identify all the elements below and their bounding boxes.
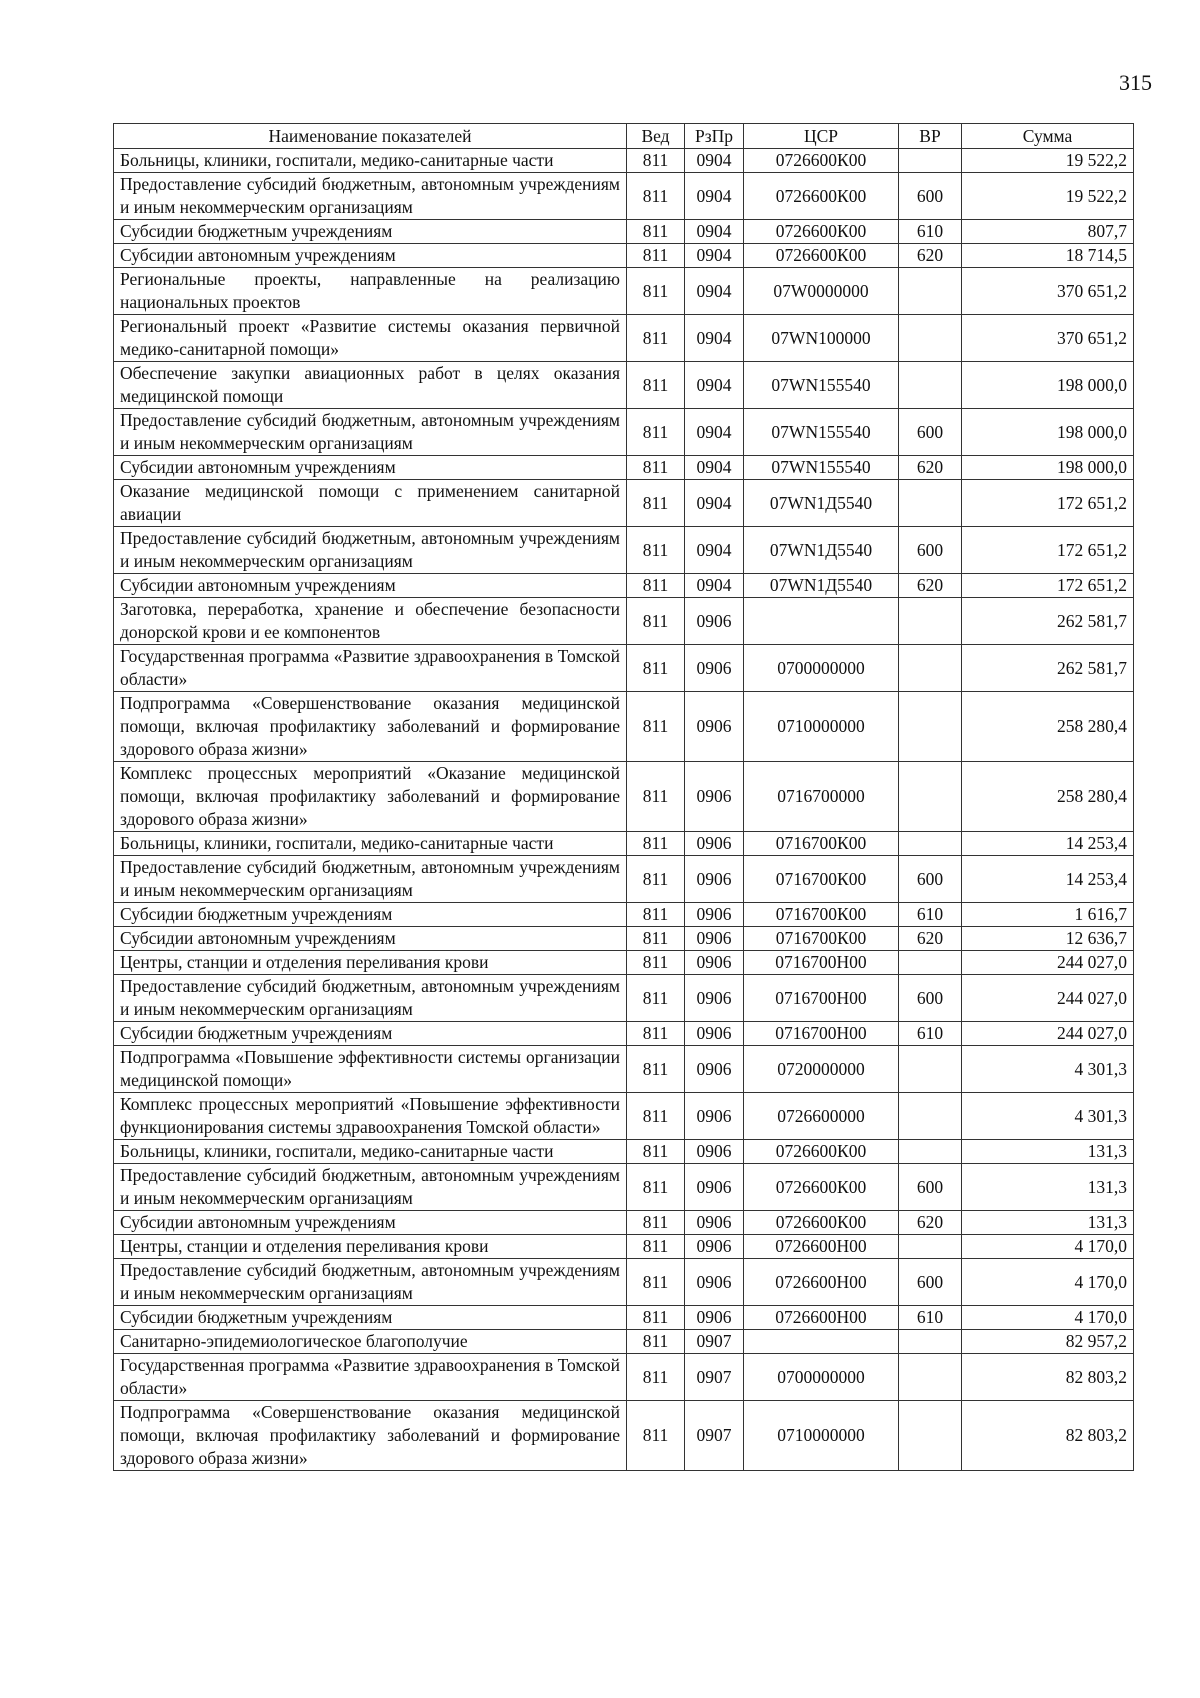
table-row xyxy=(114,1306,1134,1330)
cell-sum: 1 616,7 xyxy=(962,903,1134,927)
cell-name: Предоставление субсидий бюджетным, автономным учреждениям и иным некоммерческим организациям xyxy=(114,856,627,903)
budget-table xyxy=(113,123,1134,1471)
cell-csr: 0726600Н00 xyxy=(744,1306,899,1330)
table-row xyxy=(114,480,1134,527)
page-number: 315 xyxy=(1119,70,1152,95)
cell-vr xyxy=(899,1235,962,1259)
cell-rzpr: 0906 xyxy=(685,1093,744,1140)
header-rzpr: РзПр xyxy=(685,124,744,149)
cell-rzpr: 0904 xyxy=(685,149,744,173)
cell-csr: 07WN1Д5540 xyxy=(744,574,899,598)
cell-name: Субсидии автономным учреждениям xyxy=(114,574,627,598)
cell-rzpr: 0906 xyxy=(685,1306,744,1330)
cell-sum: 19 522,2 xyxy=(962,149,1134,173)
cell-name: Санитарно-эпидемиологическое благополучие xyxy=(114,1330,627,1354)
cell-rzpr: 0907 xyxy=(685,1401,744,1471)
cell-ved: 811 xyxy=(627,1211,685,1235)
cell-sum: 807,7 xyxy=(962,220,1134,244)
cell-ved: 811 xyxy=(627,1306,685,1330)
cell-sum: 4 301,3 xyxy=(962,1046,1134,1093)
table-row xyxy=(114,1046,1134,1093)
cell-name: Заготовка, переработка, хранение и обеспечение безопасности донорской крови и ее компонентов xyxy=(114,598,627,645)
cell-name: Субсидии автономным учреждениям xyxy=(114,456,627,480)
cell-vr xyxy=(899,1330,962,1354)
cell-csr: 0700000000 xyxy=(744,1354,899,1401)
cell-ved: 811 xyxy=(627,598,685,645)
cell-ved: 811 xyxy=(627,832,685,856)
cell-rzpr: 0906 xyxy=(685,975,744,1022)
cell-sum: 131,3 xyxy=(962,1211,1134,1235)
table-row xyxy=(114,762,1134,832)
table-row xyxy=(114,1022,1134,1046)
cell-csr xyxy=(744,1330,899,1354)
cell-rzpr: 0906 xyxy=(685,692,744,762)
cell-rzpr: 0906 xyxy=(685,1140,744,1164)
cell-name: Обеспечение закупки авиационных работ в целях оказания медицинской помощи xyxy=(114,362,627,409)
cell-rzpr: 0906 xyxy=(685,1259,744,1306)
cell-vr xyxy=(899,149,962,173)
cell-name: Субсидии автономным учреждениям xyxy=(114,1211,627,1235)
cell-vr: 620 xyxy=(899,574,962,598)
header-ved: Вед xyxy=(627,124,685,149)
cell-sum: 82 957,2 xyxy=(962,1330,1134,1354)
cell-rzpr: 0904 xyxy=(685,574,744,598)
cell-ved: 811 xyxy=(627,762,685,832)
cell-name: Оказание медицинской помощи с применением санитарной авиации xyxy=(114,480,627,527)
cell-name: Комплекс процессных мероприятий «Повышение эффективности функционирования системы здравоохранения Томской области» xyxy=(114,1093,627,1140)
cell-sum: 172 651,2 xyxy=(962,527,1134,574)
cell-ved: 811 xyxy=(627,1093,685,1140)
cell-ved: 811 xyxy=(627,574,685,598)
cell-name: Больницы, клиники, госпитали, медико-санитарные части xyxy=(114,832,627,856)
cell-csr: 0726600К00 xyxy=(744,1140,899,1164)
cell-name: Больницы, клиники, госпитали, медико-санитарные части xyxy=(114,149,627,173)
cell-ved: 811 xyxy=(627,927,685,951)
header-vr: ВР xyxy=(899,124,962,149)
cell-ved: 811 xyxy=(627,173,685,220)
cell-vr: 610 xyxy=(899,220,962,244)
cell-ved: 811 xyxy=(627,1259,685,1306)
cell-ved: 811 xyxy=(627,1022,685,1046)
cell-csr: 0716700К00 xyxy=(744,856,899,903)
cell-vr: 600 xyxy=(899,975,962,1022)
cell-sum: 244 027,0 xyxy=(962,975,1134,1022)
cell-name: Предоставление субсидий бюджетным, автономным учреждениям и иным некоммерческим организациям xyxy=(114,1259,627,1306)
cell-rzpr: 0906 xyxy=(685,645,744,692)
cell-sum: 198 000,0 xyxy=(962,362,1134,409)
cell-name: Подпрограмма «Повышение эффективности системы организации медицинской помощи» xyxy=(114,1046,627,1093)
cell-name: Подпрограмма «Совершенствование оказания медицинской помощи, включая профилактику заболеваний и формирование здорового образа жизни» xyxy=(114,692,627,762)
cell-ved: 811 xyxy=(627,1164,685,1211)
table-row xyxy=(114,244,1134,268)
table-row xyxy=(114,856,1134,903)
cell-vr xyxy=(899,1093,962,1140)
cell-sum: 198 000,0 xyxy=(962,409,1134,456)
table-row xyxy=(114,951,1134,975)
cell-csr: 07WN155540 xyxy=(744,362,899,409)
cell-ved: 811 xyxy=(627,456,685,480)
cell-rzpr: 0904 xyxy=(685,456,744,480)
table-row xyxy=(114,927,1134,951)
cell-vr xyxy=(899,1140,962,1164)
cell-sum: 198 000,0 xyxy=(962,456,1134,480)
cell-vr: 600 xyxy=(899,856,962,903)
cell-sum: 258 280,4 xyxy=(962,762,1134,832)
cell-sum: 244 027,0 xyxy=(962,1022,1134,1046)
cell-ved: 811 xyxy=(627,244,685,268)
cell-sum: 82 803,2 xyxy=(962,1401,1134,1471)
cell-sum: 14 253,4 xyxy=(962,856,1134,903)
table-row xyxy=(114,692,1134,762)
table-row xyxy=(114,1211,1134,1235)
cell-ved: 811 xyxy=(627,692,685,762)
cell-vr xyxy=(899,315,962,362)
table-row xyxy=(114,1330,1134,1354)
cell-csr: 0716700Н00 xyxy=(744,1022,899,1046)
cell-csr: 0726600К00 xyxy=(744,1211,899,1235)
cell-vr: 620 xyxy=(899,244,962,268)
cell-csr: 0726600000 xyxy=(744,1093,899,1140)
cell-csr: 0720000000 xyxy=(744,1046,899,1093)
cell-csr: 0716700К00 xyxy=(744,832,899,856)
cell-csr: 07WN155540 xyxy=(744,409,899,456)
header-csr: ЦСР xyxy=(744,124,899,149)
cell-sum: 172 651,2 xyxy=(962,480,1134,527)
cell-sum: 370 651,2 xyxy=(962,315,1134,362)
cell-sum: 12 636,7 xyxy=(962,927,1134,951)
cell-sum: 244 027,0 xyxy=(962,951,1134,975)
cell-sum: 19 522,2 xyxy=(962,173,1134,220)
cell-name: Центры, станции и отделения переливания крови xyxy=(114,951,627,975)
cell-sum: 4 301,3 xyxy=(962,1093,1134,1140)
cell-rzpr: 0906 xyxy=(685,903,744,927)
table-row xyxy=(114,832,1134,856)
cell-rzpr: 0906 xyxy=(685,1164,744,1211)
cell-vr xyxy=(899,951,962,975)
table-row xyxy=(114,1401,1134,1471)
table-row xyxy=(114,173,1134,220)
cell-name: Предоставление субсидий бюджетным, автономным учреждениям и иным некоммерческим организациям xyxy=(114,975,627,1022)
cell-vr: 610 xyxy=(899,1306,962,1330)
cell-vr: 610 xyxy=(899,1022,962,1046)
cell-vr xyxy=(899,645,962,692)
cell-rzpr: 0906 xyxy=(685,1211,744,1235)
cell-csr: 07W0000000 xyxy=(744,268,899,315)
cell-name: Подпрограмма «Совершенствование оказания медицинской помощи, включая профилактику заболеваний и формирование здорового образа жизни» xyxy=(114,1401,627,1471)
cell-sum: 18 714,5 xyxy=(962,244,1134,268)
cell-csr xyxy=(744,598,899,645)
cell-ved: 811 xyxy=(627,856,685,903)
cell-rzpr: 0906 xyxy=(685,598,744,645)
cell-name: Предоставление субсидий бюджетным, автономным учреждениям и иным некоммерческим организациям xyxy=(114,1164,627,1211)
cell-vr: 620 xyxy=(899,1211,962,1235)
cell-name: Предоставление субсидий бюджетным, автономным учреждениям и иным некоммерческим организациям xyxy=(114,409,627,456)
cell-ved: 811 xyxy=(627,903,685,927)
cell-rzpr: 0904 xyxy=(685,362,744,409)
cell-ved: 811 xyxy=(627,951,685,975)
cell-ved: 811 xyxy=(627,1140,685,1164)
cell-csr: 0726600Н00 xyxy=(744,1259,899,1306)
cell-csr: 0700000000 xyxy=(744,645,899,692)
cell-vr: 600 xyxy=(899,527,962,574)
cell-rzpr: 0904 xyxy=(685,315,744,362)
cell-csr: 0726600К00 xyxy=(744,244,899,268)
cell-csr: 0716700Н00 xyxy=(744,975,899,1022)
cell-rzpr: 0907 xyxy=(685,1354,744,1401)
cell-vr xyxy=(899,480,962,527)
cell-csr: 0726600К00 xyxy=(744,1164,899,1211)
cell-name: Государственная программа «Развитие здравоохранения в Томской области» xyxy=(114,1354,627,1401)
cell-ved: 811 xyxy=(627,220,685,244)
cell-rzpr: 0906 xyxy=(685,1022,744,1046)
cell-sum: 4 170,0 xyxy=(962,1259,1134,1306)
cell-name: Субсидии автономным учреждениям xyxy=(114,927,627,951)
cell-csr: 07WN1Д5540 xyxy=(744,480,899,527)
cell-rzpr: 0906 xyxy=(685,951,744,975)
table-row xyxy=(114,645,1134,692)
cell-name: Субсидии бюджетным учреждениям xyxy=(114,903,627,927)
cell-name: Комплекс процессных мероприятий «Оказание медицинской помощи, включая профилактику заболеваний и формирование здорового образа жизни» xyxy=(114,762,627,832)
table-body xyxy=(114,149,1134,1471)
cell-rzpr: 0906 xyxy=(685,762,744,832)
cell-rzpr: 0904 xyxy=(685,173,744,220)
cell-vr xyxy=(899,692,962,762)
cell-ved: 811 xyxy=(627,1401,685,1471)
table-row xyxy=(114,527,1134,574)
table-row xyxy=(114,903,1134,927)
cell-vr xyxy=(899,1401,962,1471)
cell-vr: 620 xyxy=(899,927,962,951)
cell-vr: 600 xyxy=(899,1259,962,1306)
cell-ved: 811 xyxy=(627,409,685,456)
cell-rzpr: 0906 xyxy=(685,927,744,951)
cell-name: Предоставление субсидий бюджетным, автономным учреждениям и иным некоммерческим организациям xyxy=(114,173,627,220)
cell-name: Субсидии бюджетным учреждениям xyxy=(114,1306,627,1330)
cell-rzpr: 0904 xyxy=(685,480,744,527)
cell-vr: 600 xyxy=(899,1164,962,1211)
cell-ved: 811 xyxy=(627,1046,685,1093)
cell-name: Больницы, клиники, госпитали, медико-санитарные части xyxy=(114,1140,627,1164)
cell-csr: 0716700Н00 xyxy=(744,951,899,975)
cell-vr xyxy=(899,268,962,315)
cell-vr: 600 xyxy=(899,173,962,220)
cell-name: Субсидии автономным учреждениям xyxy=(114,244,627,268)
table-row xyxy=(114,598,1134,645)
cell-csr: 07WN100000 xyxy=(744,315,899,362)
cell-name: Центры, станции и отделения переливания крови xyxy=(114,1235,627,1259)
cell-name: Предоставление субсидий бюджетным, автономным учреждениям и иным некоммерческим организациям xyxy=(114,527,627,574)
cell-csr: 0726600К00 xyxy=(744,173,899,220)
table-row xyxy=(114,149,1134,173)
cell-rzpr: 0906 xyxy=(685,856,744,903)
cell-sum: 262 581,7 xyxy=(962,645,1134,692)
cell-sum: 131,3 xyxy=(962,1164,1134,1211)
cell-name: Региональный проект «Развитие системы оказания первичной медико-санитарной помощи» xyxy=(114,315,627,362)
cell-sum: 262 581,7 xyxy=(962,598,1134,645)
cell-rzpr: 0906 xyxy=(685,1046,744,1093)
table-row xyxy=(114,268,1134,315)
cell-ved: 811 xyxy=(627,362,685,409)
table-row xyxy=(114,315,1134,362)
cell-ved: 811 xyxy=(627,149,685,173)
cell-rzpr: 0904 xyxy=(685,409,744,456)
cell-ved: 811 xyxy=(627,527,685,574)
cell-vr xyxy=(899,762,962,832)
cell-ved: 811 xyxy=(627,1235,685,1259)
cell-ved: 811 xyxy=(627,268,685,315)
cell-name: Региональные проекты, направленные на реализацию национальных проектов xyxy=(114,268,627,315)
table-row xyxy=(114,362,1134,409)
cell-csr: 0726600Н00 xyxy=(744,1235,899,1259)
cell-name: Субсидии бюджетным учреждениям xyxy=(114,220,627,244)
cell-csr: 07WN155540 xyxy=(744,456,899,480)
cell-vr xyxy=(899,598,962,645)
cell-csr: 0716700К00 xyxy=(744,927,899,951)
cell-sum: 131,3 xyxy=(962,1140,1134,1164)
cell-vr xyxy=(899,362,962,409)
table-row xyxy=(114,1164,1134,1211)
table-row xyxy=(114,220,1134,244)
cell-csr: 0726600К00 xyxy=(744,220,899,244)
cell-csr: 0710000000 xyxy=(744,1401,899,1471)
cell-vr: 600 xyxy=(899,409,962,456)
table-row xyxy=(114,1235,1134,1259)
cell-csr: 0716700К00 xyxy=(744,903,899,927)
header-sum: Сумма xyxy=(962,124,1134,149)
table-row xyxy=(114,409,1134,456)
table-row xyxy=(114,1354,1134,1401)
cell-vr: 610 xyxy=(899,903,962,927)
cell-sum: 370 651,2 xyxy=(962,268,1134,315)
cell-csr: 0710000000 xyxy=(744,692,899,762)
cell-ved: 811 xyxy=(627,645,685,692)
table-row xyxy=(114,574,1134,598)
cell-ved: 811 xyxy=(627,480,685,527)
cell-vr xyxy=(899,1046,962,1093)
cell-rzpr: 0904 xyxy=(685,220,744,244)
cell-sum: 14 253,4 xyxy=(962,832,1134,856)
cell-rzpr: 0904 xyxy=(685,268,744,315)
cell-ved: 811 xyxy=(627,975,685,1022)
table-row xyxy=(114,975,1134,1022)
cell-name: Государственная программа «Развитие здравоохранения в Томской области» xyxy=(114,645,627,692)
header-name: Наименование показателей xyxy=(114,124,627,149)
cell-sum: 172 651,2 xyxy=(962,574,1134,598)
table-header-row xyxy=(114,124,1134,149)
cell-csr: 07WN1Д5540 xyxy=(744,527,899,574)
cell-csr: 0716700000 xyxy=(744,762,899,832)
cell-ved: 811 xyxy=(627,1330,685,1354)
cell-rzpr: 0904 xyxy=(685,527,744,574)
table-row xyxy=(114,1093,1134,1140)
cell-csr: 0726600К00 xyxy=(744,149,899,173)
table-row xyxy=(114,456,1134,480)
table-row xyxy=(114,1259,1134,1306)
cell-rzpr: 0907 xyxy=(685,1330,744,1354)
cell-ved: 811 xyxy=(627,315,685,362)
cell-sum: 258 280,4 xyxy=(962,692,1134,762)
cell-rzpr: 0906 xyxy=(685,832,744,856)
cell-sum: 82 803,2 xyxy=(962,1354,1134,1401)
cell-rzpr: 0904 xyxy=(685,244,744,268)
cell-name: Субсидии бюджетным учреждениям xyxy=(114,1022,627,1046)
cell-vr: 620 xyxy=(899,456,962,480)
cell-vr xyxy=(899,832,962,856)
cell-ved: 811 xyxy=(627,1354,685,1401)
cell-rzpr: 0906 xyxy=(685,1235,744,1259)
cell-sum: 4 170,0 xyxy=(962,1235,1134,1259)
cell-sum: 4 170,0 xyxy=(962,1306,1134,1330)
cell-vr xyxy=(899,1354,962,1401)
table-row xyxy=(114,1140,1134,1164)
